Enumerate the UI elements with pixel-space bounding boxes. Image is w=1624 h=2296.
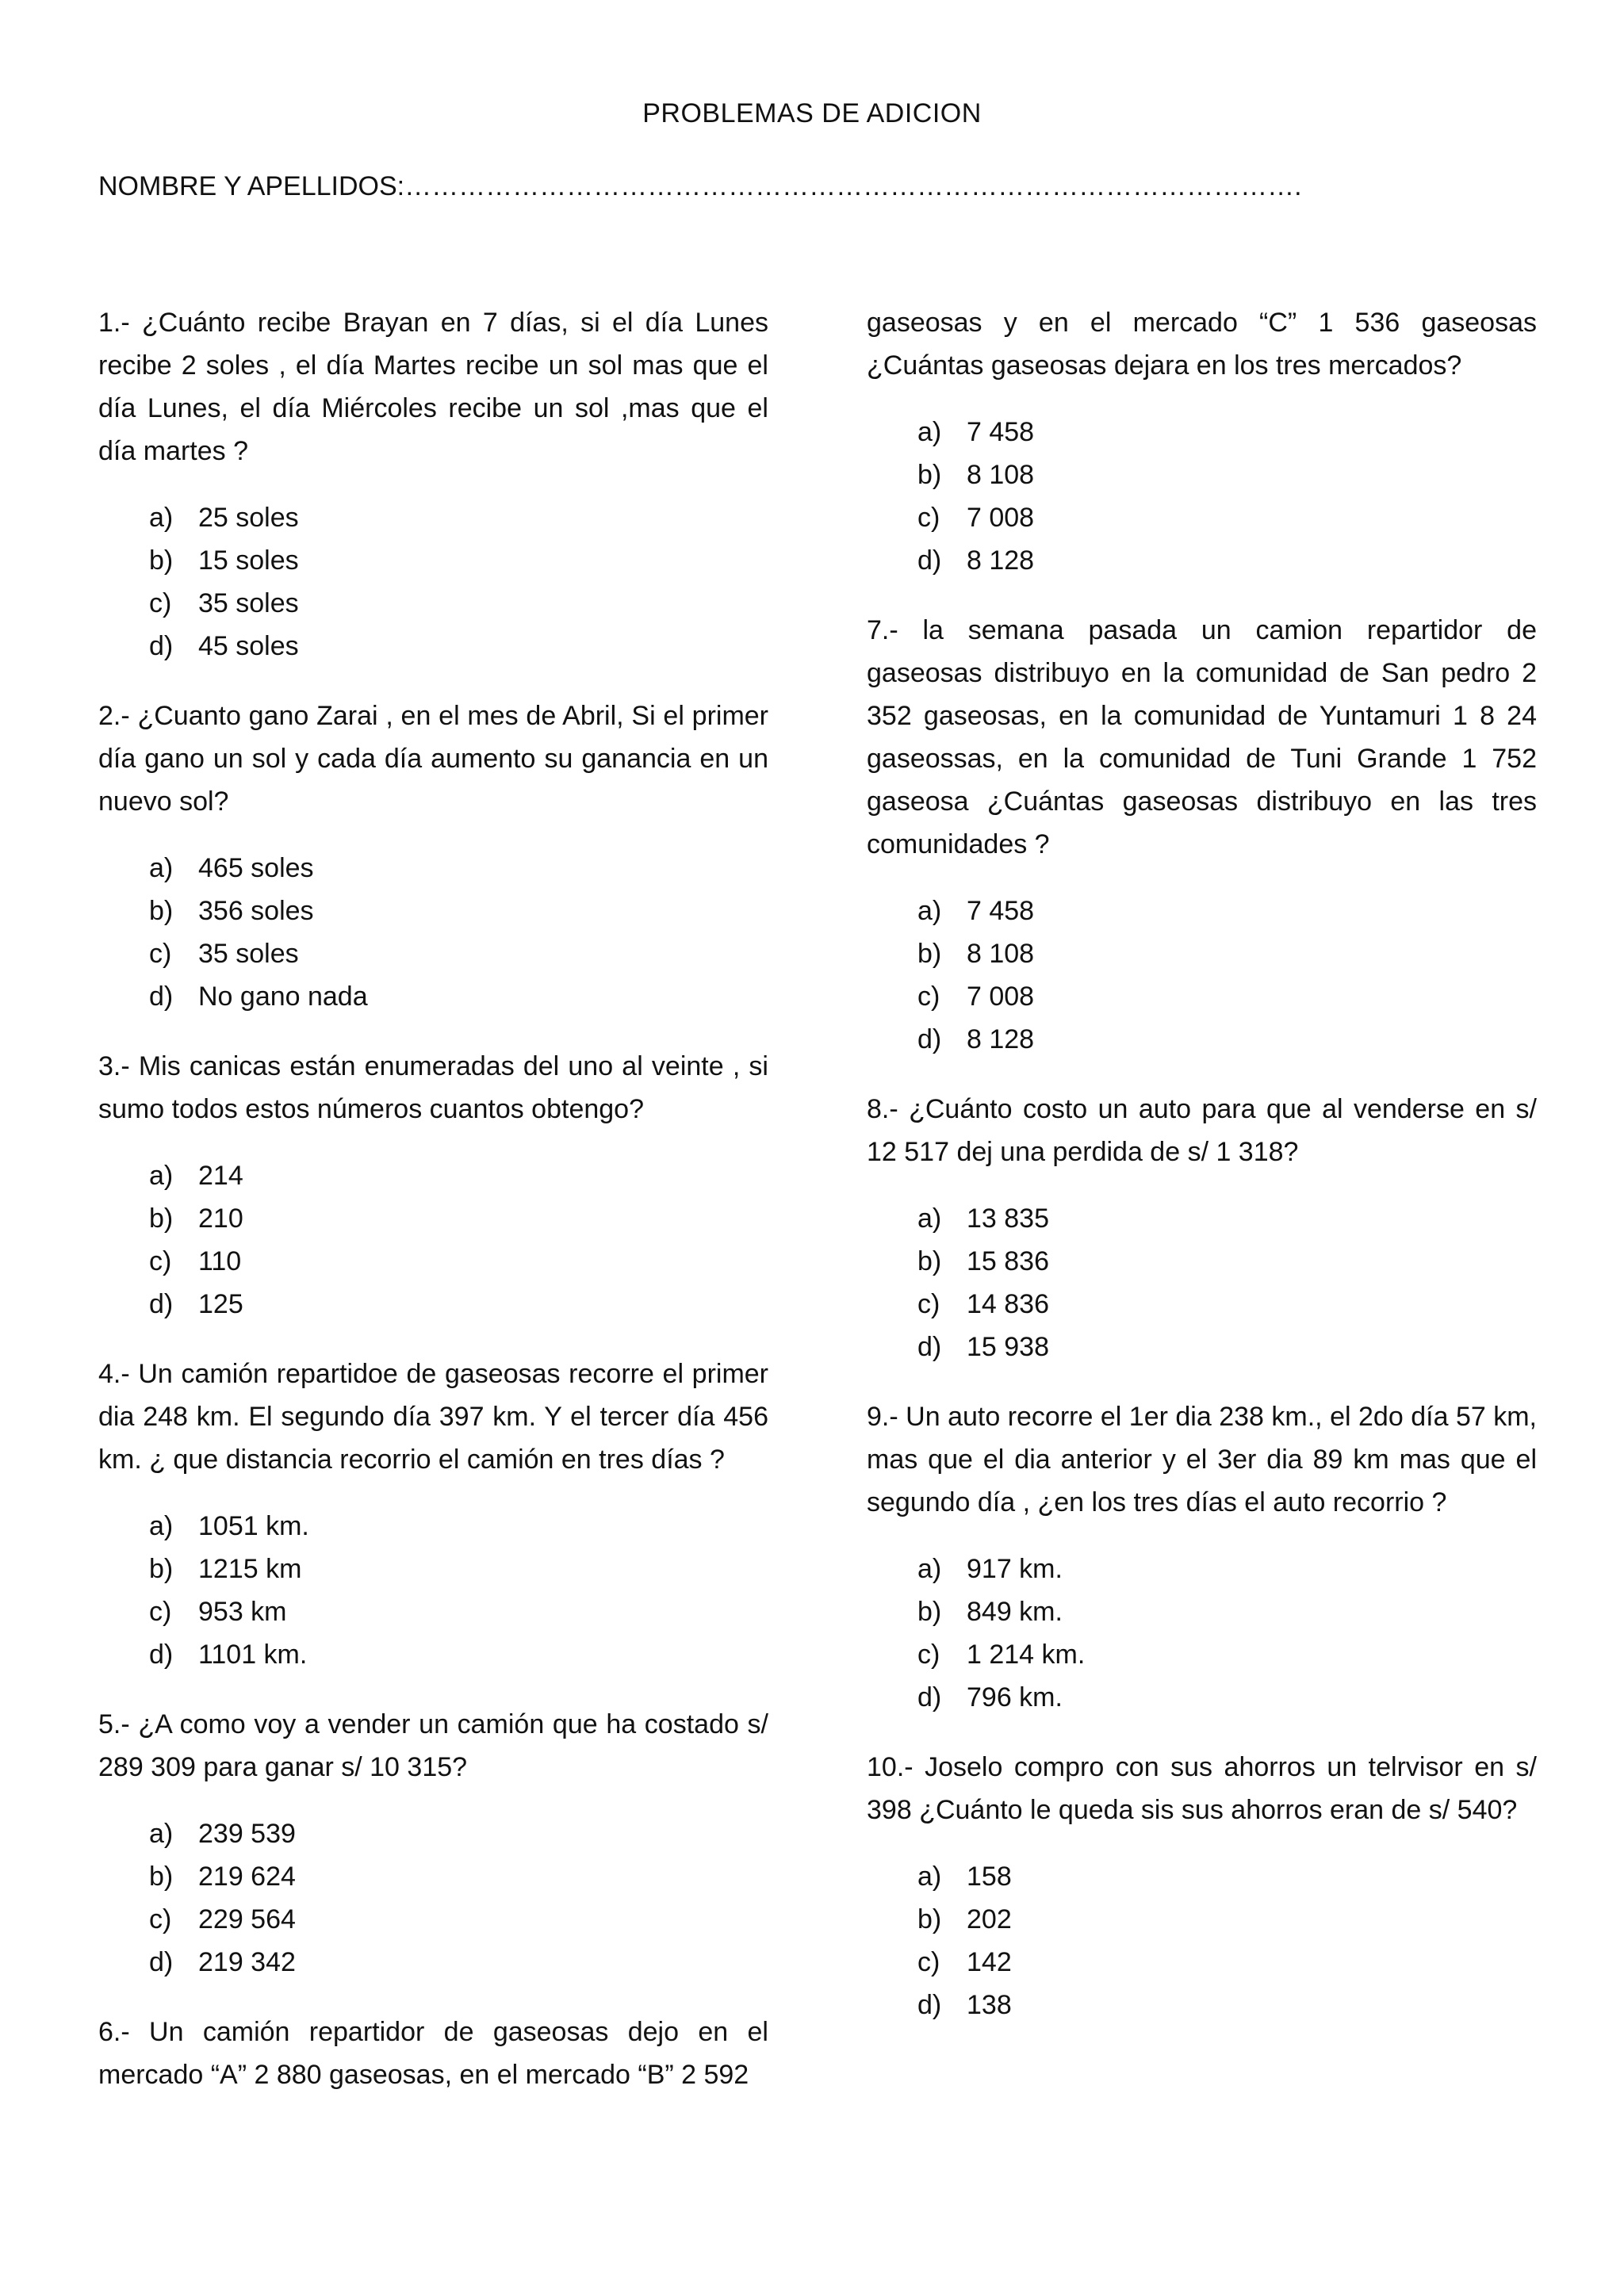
answer-options	[867, 1548, 1537, 1719]
answer-option	[149, 1197, 768, 1240]
option-text: 229 564	[198, 1904, 296, 1934]
option-text: 45 soles	[198, 631, 299, 661]
problem	[867, 1395, 1537, 1719]
answer-option	[917, 1898, 1537, 1941]
option-letter: c)	[149, 939, 172, 969]
answer-option	[149, 1812, 768, 1855]
answer-option	[917, 1548, 1537, 1590]
answer-options	[98, 847, 768, 1018]
option-letter: d)	[917, 1332, 942, 1362]
option-letter: a)	[149, 1511, 174, 1541]
answer-option	[917, 496, 1537, 539]
option-text: 953 km	[198, 1597, 287, 1627]
option-text: 35 soles	[198, 939, 299, 969]
question-text: 4.- Un camión repartidoe de gaseosas recorre el primer dia 248 km. El segundo día 397 km. Y el tercer día 456 km. ¿ que distancia recorrio el camión en tres días ?	[98, 1359, 768, 1475]
answer-option	[917, 1590, 1537, 1633]
option-letter: a)	[149, 853, 174, 883]
answer-option	[917, 1676, 1537, 1719]
answer-option	[917, 1018, 1537, 1061]
option-letter: b)	[917, 939, 942, 969]
option-letter: b)	[917, 460, 942, 490]
option-text: 138	[967, 1990, 1012, 2020]
option-letter: b)	[149, 1554, 174, 1584]
answer-option	[149, 890, 768, 932]
option-letter: a)	[917, 1862, 942, 1892]
answer-option	[149, 625, 768, 668]
answer-option	[149, 1855, 768, 1898]
question-text: 3.- Mis canicas están enumeradas del uno al veinte , si sumo todos estos números cuantos obtengo?	[98, 1051, 768, 1124]
option-text: 219 342	[198, 1947, 296, 1977]
answer-option	[917, 975, 1537, 1018]
problem	[98, 301, 768, 668]
question-text: gaseosas y en el mercado “C” 1 536 gaseosas ¿Cuántas gaseosas dejara en los tres mercados?	[867, 308, 1537, 381]
option-letter: a)	[917, 1554, 942, 1584]
answer-option	[917, 539, 1537, 582]
option-letter: d)	[917, 1682, 942, 1712]
answer-options	[98, 1812, 768, 1984]
question-text: 5.- ¿A como voy a vender un camión que ha costado s/ 289 309 para ganar s/ 10 315?	[98, 1709, 768, 1782]
option-letter: c)	[917, 1947, 940, 1977]
answer-option	[917, 932, 1537, 975]
answer-options	[98, 1154, 768, 1326]
problem	[867, 1088, 1537, 1368]
option-text: 158	[967, 1862, 1012, 1892]
answer-options	[867, 890, 1537, 1061]
option-letter: b)	[149, 1203, 174, 1234]
question-text: 10.- Joselo compro con sus ahorros un telrvisor en s/ 398 ¿Cuánto le queda sis sus ahorros eran de s/ 540?	[867, 1752, 1537, 1825]
option-letter: a)	[149, 1161, 174, 1191]
answer-option	[149, 975, 768, 1018]
option-text: 1051 km.	[198, 1511, 309, 1541]
answer-option	[149, 1505, 768, 1548]
option-text: 25 soles	[198, 503, 299, 533]
question-text: 9.- Un auto recorre el 1er dia 238 km., el 2do día 57 km, mas que el dia anterior y el 3er dia 89 km mas que el segundo día , ¿en los tres días el auto recorrio ?	[867, 1402, 1537, 1517]
option-letter: c)	[917, 503, 940, 533]
option-letter: d)	[149, 982, 174, 1012]
option-text: 35 soles	[198, 588, 299, 618]
answer-option	[917, 890, 1537, 932]
option-text: 14 836	[967, 1289, 1049, 1319]
option-text: 219 624	[198, 1862, 296, 1892]
option-letter: b)	[149, 896, 174, 926]
option-text: 125	[198, 1289, 243, 1319]
right-column	[867, 301, 1537, 2053]
problem	[867, 1746, 1537, 2026]
option-letter: d)	[917, 1024, 942, 1054]
answer-option	[917, 1197, 1537, 1240]
answer-option	[149, 932, 768, 975]
option-letter: a)	[149, 503, 174, 533]
answer-options	[867, 1197, 1537, 1368]
answer-option	[149, 847, 768, 890]
option-text: 142	[967, 1947, 1012, 1977]
answer-option	[149, 1283, 768, 1326]
option-letter: c)	[149, 1904, 172, 1934]
option-text: 1 214 km.	[967, 1640, 1086, 1670]
answer-option	[917, 1326, 1537, 1368]
option-text: 356 soles	[198, 896, 314, 926]
answer-option	[149, 539, 768, 582]
answer-options	[98, 1505, 768, 1676]
answer-option	[149, 1633, 768, 1676]
answer-option	[917, 453, 1537, 496]
option-text: 7 458	[967, 896, 1035, 926]
option-text: 1101 km.	[198, 1640, 308, 1670]
problem	[98, 1353, 768, 1676]
option-letter: c)	[917, 982, 940, 1012]
question-text: 1.- ¿Cuánto recibe Brayan en 7 días, si el día Lunes recibe 2 soles , el día Martes recibe un sol mas que el día Lunes, el día Miércoles recibe un sol ,mas que el día martes ?	[98, 308, 768, 466]
answer-options	[98, 496, 768, 668]
option-letter: c)	[917, 1289, 940, 1319]
answer-options	[867, 1855, 1537, 2026]
option-letter: c)	[917, 1640, 940, 1670]
page-title: PROBLEMAS DE ADICION	[642, 98, 982, 128]
option-text: 210	[198, 1203, 243, 1234]
option-text: 465 soles	[198, 853, 314, 883]
option-text: 214	[198, 1161, 243, 1191]
option-letter: a)	[917, 1203, 942, 1234]
option-letter: b)	[149, 1862, 174, 1892]
option-text: No gano nada	[198, 982, 368, 1012]
option-letter: c)	[149, 1597, 172, 1627]
answer-option	[917, 1283, 1537, 1326]
name-field-line: NOMBRE Y APELLIDOS:……………………………………………………………………………………….	[98, 171, 1302, 201]
problem	[98, 1703, 768, 1984]
option-letter: b)	[917, 1246, 942, 1276]
option-letter: d)	[917, 545, 942, 576]
answer-option	[149, 1941, 768, 1984]
option-text: 15 938	[967, 1332, 1049, 1362]
question-text: 6.- Un camión repartidor de gaseosas dejo en el mercado “A” 2 880 gaseosas, en el mercado “B” 2 592	[98, 2017, 768, 2090]
question-text: 2.- ¿Cuanto gano Zarai , en el mes de Abril, Si el primer día gano un sol y cada día aumento su ganancia en un nuevo sol?	[98, 701, 768, 817]
option-text: 7 008	[967, 503, 1035, 533]
answer-option	[149, 582, 768, 625]
option-text: 1215 km	[198, 1554, 302, 1584]
option-letter: d)	[149, 1947, 174, 1977]
problem	[867, 301, 1537, 582]
option-letter: d)	[917, 1990, 942, 2020]
answer-option	[917, 1240, 1537, 1283]
option-text: 8 108	[967, 460, 1035, 490]
option-text: 110	[198, 1246, 242, 1276]
option-text: 7 458	[967, 417, 1035, 447]
answer-option	[917, 1941, 1537, 1984]
option-text: 7 008	[967, 982, 1035, 1012]
option-text: 13 835	[967, 1203, 1049, 1234]
option-letter: a)	[149, 1819, 174, 1849]
answer-option	[149, 1548, 768, 1590]
problem	[98, 1045, 768, 1326]
answer-option	[149, 1898, 768, 1941]
left-column	[98, 301, 768, 2096]
answer-option	[917, 1984, 1537, 2026]
option-text: 15 836	[967, 1246, 1049, 1276]
option-letter: d)	[149, 1640, 174, 1670]
question-text: 8.- ¿Cuánto costo un auto para que al venderse en s/ 12 517 dej una perdida de s/ 1 318?	[867, 1094, 1537, 1167]
answer-option	[149, 1590, 768, 1633]
option-text: 849 km.	[967, 1597, 1063, 1627]
option-letter: d)	[149, 1289, 174, 1319]
option-letter: b)	[917, 1597, 942, 1627]
answer-option	[149, 1154, 768, 1197]
answer-option	[917, 1633, 1537, 1676]
answer-option	[917, 1855, 1537, 1898]
option-letter: a)	[917, 896, 942, 926]
option-letter: c)	[149, 1246, 172, 1276]
answer-option	[917, 411, 1537, 453]
problem	[867, 609, 1537, 1061]
option-text: 8 108	[967, 939, 1035, 969]
option-text: 8 128	[967, 1024, 1035, 1054]
answer-option	[149, 496, 768, 539]
option-text: 8 128	[967, 545, 1035, 576]
option-letter: b)	[917, 1904, 942, 1934]
question-text: 7.- la semana pasada un camion repartidor de gaseosas distribuyo en la comunidad de San pedro 2 352 gaseosas, en la comunidad de Yuntamuri 1 8 24 gaseossas, en la comunidad de Tuni Grande 1 752 gaseosa ¿Cuántas gaseosas distribuyo en las tres comunidades ?	[867, 615, 1537, 859]
answer-options	[867, 411, 1537, 582]
option-letter: a)	[917, 417, 942, 447]
option-letter: b)	[149, 545, 174, 576]
option-letter: d)	[149, 631, 174, 661]
option-text: 15 soles	[198, 545, 299, 576]
option-text: 202	[967, 1904, 1012, 1934]
option-text: 917 km.	[967, 1554, 1063, 1584]
option-text: 796 km.	[967, 1682, 1063, 1712]
answer-option	[149, 1240, 768, 1283]
option-text: 239 539	[198, 1819, 296, 1849]
option-letter: c)	[149, 588, 172, 618]
problem	[98, 2011, 768, 2096]
problem	[98, 695, 768, 1018]
